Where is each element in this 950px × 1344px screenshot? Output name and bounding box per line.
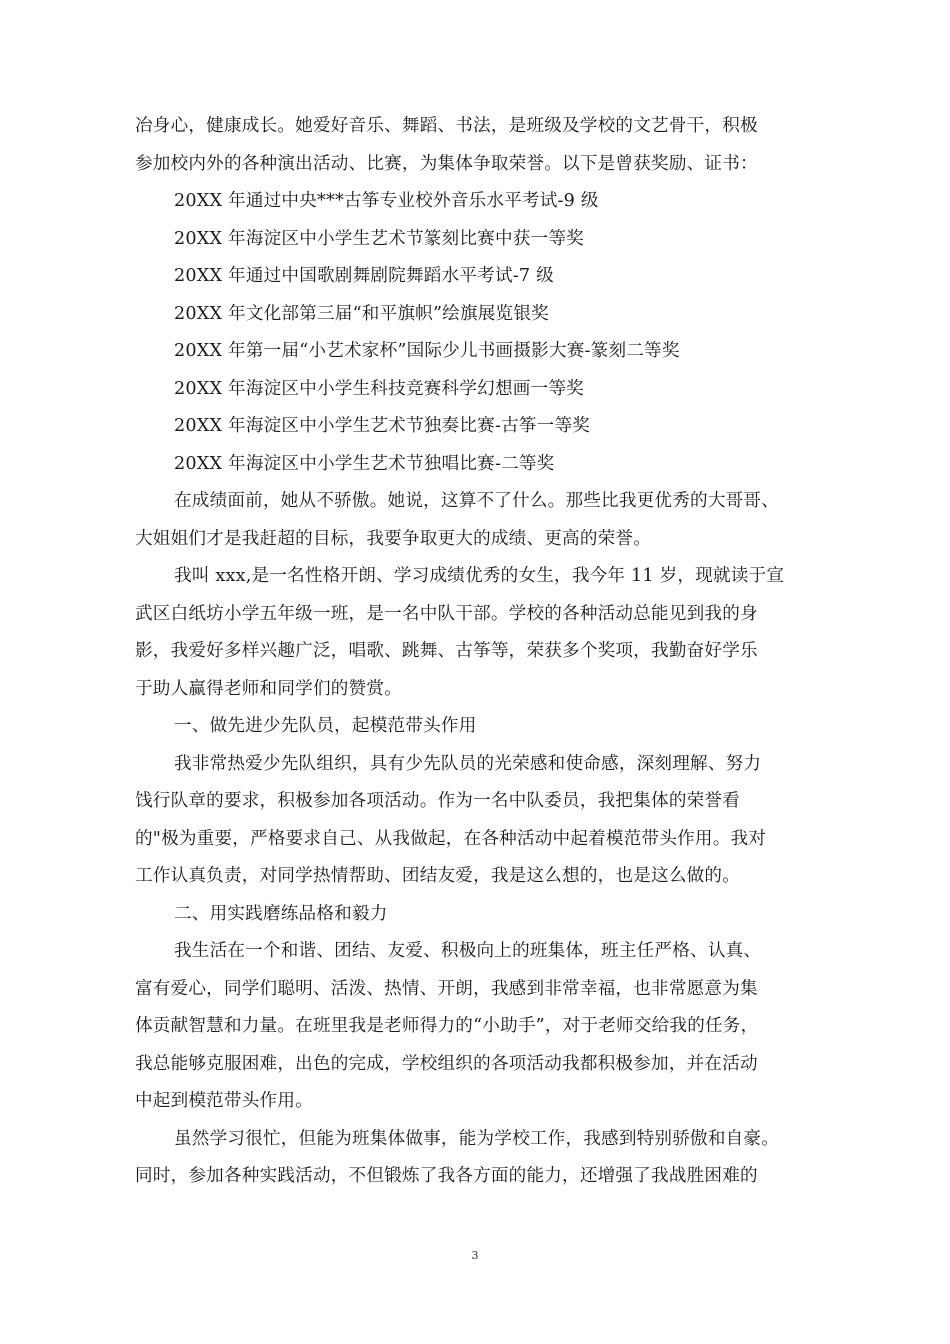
text-line: 20XX 年海淀区中小学生艺术节篆刻比赛中获一等奖 — [174, 228, 584, 249]
text-line: 影，我爱好多样兴趣广泛，唱歌、跳舞、古筝等，荣获多个奖项，我勤奋好学乐 — [135, 641, 758, 661]
text-line: 20XX 年海淀区中小学生艺术节独唱比赛-二等奖 — [174, 453, 555, 474]
text-line: 我非常热爱少先队组织，具有少先队员的光荣感和使命感，深刻理解、努力 — [174, 753, 762, 774]
text-line: 20XX 年通过中央***古筝专业校外音乐水平考试-9 级 — [174, 191, 599, 211]
text-line: 中起到模范带头作用。 — [135, 1091, 313, 1111]
text-line: 武区白纸坊小学五年级一班，是一名中队干部。学校的各种活动总能见到我的身 — [135, 603, 758, 624]
text-line: 20XX 年文化部第三届“和平旗帜”绘旗展览银奖 — [174, 303, 549, 324]
text-line: 我生活在一个和谐、团结、友爱、积极向上的班集体，班主任严格、认真、 — [174, 941, 762, 961]
text-line: 我总能够克服困难，出色的完成，学校组织的各项活动我都积极参加，并在活动 — [135, 1053, 758, 1074]
page-number: 3 — [471, 1249, 479, 1262]
text-line: 一、做先进少先队员，起模范带头作用 — [174, 716, 477, 736]
text-line: 的"极为重要，严格要求自己、从我做起，在各种活动中起着模范带头作用。我对 — [135, 828, 767, 849]
text-line: 20XX 年第一届“小艺术家杯”国际少儿书画摄影大赛-篆刻二等奖 — [174, 341, 680, 361]
text-line: 虽然学习很忙，但能为班集体做事，能为学校工作，我感到特别骄傲和自豪。 — [174, 1128, 779, 1149]
text-line: 体贡献智慧和力量。在班里我是老师得力的“小助手”，对于老师交给我的任务， — [135, 1016, 759, 1036]
text-line: 二、用实践磨练品格和毅力 — [174, 903, 388, 924]
text-line: 于助人赢得老师和同学们的赞赏。 — [135, 678, 402, 699]
text-line: 富有爱心，同学们聪明、活泼、热情、开朗，我感到非常幸福，也非常愿意为集 — [135, 978, 758, 999]
text-line: 工作认真负责，对同学热情帮助、团结友爱，我是这么想的，也是这么做的。 — [135, 866, 740, 886]
text-line: 饯行队章的要求，积极参加各项活动。作为一名中队委员，我把集体的荣誉看 — [135, 791, 740, 811]
text-line: 我叫 xxx,是一名性格开朗、学习成绩优秀的女生，我今年 11 岁，现就读于宣 — [174, 566, 785, 586]
text-line: 同时，参加各种实践活动，不但锻炼了我各方面的能力，还增强了我战胜困难的 — [135, 1166, 758, 1186]
text-line: 大姐姐们才是我赶超的目标，我要争取更大的成绩、更高的荣誉。 — [135, 528, 652, 549]
text-line: 20XX 年通过中国歌剧舞剧院舞蹈水平考试-7 级 — [174, 266, 554, 286]
text-line: 参加校内外的各种演出活动、比赛，为集体争取荣誉。以下是曾获奖励、证书： — [135, 153, 758, 174]
text-line: 冶身心，健康成长。她爱好音乐、舞蹈、书法，是班级及学校的文艺骨干，积极 — [135, 116, 758, 136]
document-body — [135, 108, 825, 1196]
text-line: 20XX 年海淀区中小学生艺术节独奏比赛-古筝一等奖 — [174, 416, 591, 436]
text-line: 20XX 年海淀区中小学生科技竞赛科学幻想画一等奖 — [174, 378, 584, 399]
text-line: 在成绩面前，她从不骄傲。她说，这算不了什么。那些比我更优秀的大哥哥、 — [174, 491, 779, 511]
